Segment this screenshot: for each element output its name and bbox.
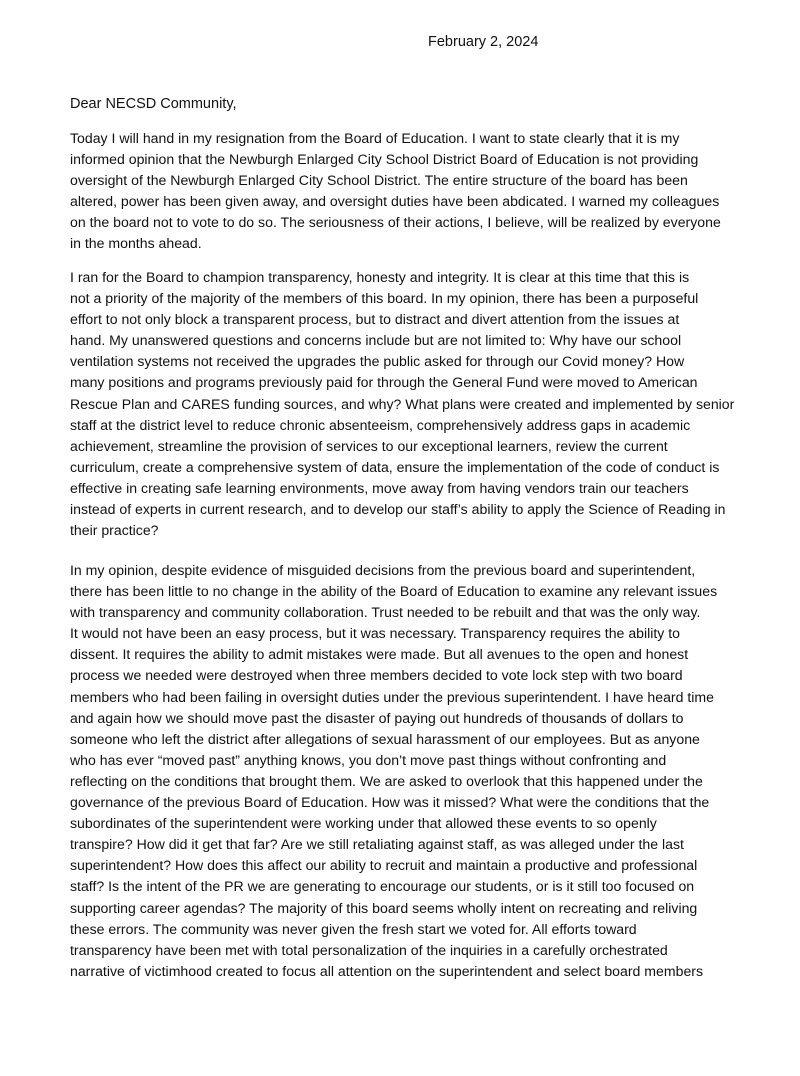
paragraph-line: on the board not to vote to do so. The seriousness of their actions, I believe, will be realized by everyone [70,214,721,231]
paragraph-line: effort to not only block a transparent process, but to distract and divert attention from the issues at [70,311,680,328]
paragraph-line: informed opinion that the Newburgh Enlarged City School District Board of Education is not providing [70,151,699,168]
paragraph-line: effective in creating safe learning environments, move away from having vendors train our teachers [70,479,689,496]
paragraph-line: narrative of victimhood created to focus all attention on the superintendent and select board members [70,962,704,979]
paragraph-line: hand. My unanswered questions and concerns include but are not limited to: Why have our school [70,332,682,349]
paragraph-line: curriculum, create a comprehensive system of data, ensure the implementation of the code of conduct is [70,458,720,475]
paragraph-line: reflecting on the conditions that brought them. We are asked to overlook that this happened under the [70,772,703,789]
paragraph-line: in the months ahead. [70,235,202,252]
paragraph-line: achievement, streamline the provision of services to our exceptional learners, review the current [70,437,668,454]
paragraph-line: dissent. It requires the ability to admit mistakes were made. But all avenues to the open and honest [70,646,689,663]
paragraph-2 [70,267,760,541]
paragraph-line: many positions and programs previously paid for through the General Fund were moved to American [70,374,698,391]
paragraph-line: staff at the district level to reduce chronic absenteeism, comprehensively address gaps in academic [70,416,691,433]
paragraph-line: there has been little to no change in the ability of the Board of Education to examine any relevant issues [70,583,718,600]
paragraph-line: not a priority of the majority of the members of this board. In my opinion, there has been a purposeful [70,290,699,307]
paragraph-3 [70,560,760,982]
paragraph-line: In my opinion, despite evidence of misguided decisions from the previous board and superintendent, [70,562,696,578]
paragraph-line: I ran for the Board to champion transparency, honesty and integrity. It is clear at this time that this is [70,269,690,285]
paragraph-line: subordinates of the superintendent were working under that allowed these events to so openly [70,815,657,832]
paragraph-line: who has ever “moved past” anything knows, you don’t move past things without confronting and [70,751,667,768]
paragraph-line: oversight of the Newburgh Enlarged City School District. The entire structure of the board has been [70,172,688,189]
paragraph-line: members who had been failing in oversight duties under the previous superintendent. I have heard time [70,688,715,705]
paragraph-line: and again how we should move past the disaster of paying out hundreds of thousands of dollars to [70,709,684,726]
paragraph-line: with transparency and community collaboration. Trust needed to be rebuilt and that was the only way. [70,604,701,621]
paragraph-line: It would not have been an easy process, but it was necessary. Transparency requires the ability to [70,625,681,642]
paragraph-line: governance of the previous Board of Education. How was it missed? What were the conditions that the [70,794,710,811]
paragraph-line: Today I will hand in my resignation from the Board of Education. I want to state clearly that it is my [70,130,680,146]
paragraph-line: supporting career agendas? The majority of this board seems wholly intent on recreating and reliving [70,899,698,916]
paragraph-line: process we needed were destroyed when three members decided to vote lock step with two board [70,667,683,684]
paragraph-line: someone who left the district after allegations of sexual harassment of our employees. But as anyone [70,730,700,747]
paragraph-1 [70,128,760,255]
letter-date: February 2, 2024 [428,34,539,50]
paragraph-line: Rescue Plan and CARES funding sources, and why? What plans were created and implemented by senior [70,395,735,412]
paragraph-line: superintendent? How does this affect our ability to recruit and maintain a productive and professional [70,857,698,874]
letter-salutation: Dear NECSD Community, [70,96,237,112]
paragraph-line: ventilation systems not received the upgrades the public asked for through our Covid money? How [70,353,685,370]
paragraph-line: their practice? [70,522,159,539]
paragraph-line: instead of experts in current research, and to develop our staff’s ability to apply the Science of Reading in [70,501,726,518]
paragraph-line: transparency have been met with total personalization of the inquiries in a carefully orchestrated [70,941,668,958]
paragraph-line: these errors. The community was never given the fresh start we voted for. All efforts toward [70,920,637,937]
paragraph-line: altered, power has been given away, and oversight duties have been abdicated. I warned my colleagues [70,193,720,210]
paragraph-line: transpire? How did it get that far? Are we still retaliating against staff, as was alleged under the last [70,836,684,853]
paragraph-line: staff? Is the intent of the PR we are generating to encourage our students, or is it still too focused on [70,878,695,895]
